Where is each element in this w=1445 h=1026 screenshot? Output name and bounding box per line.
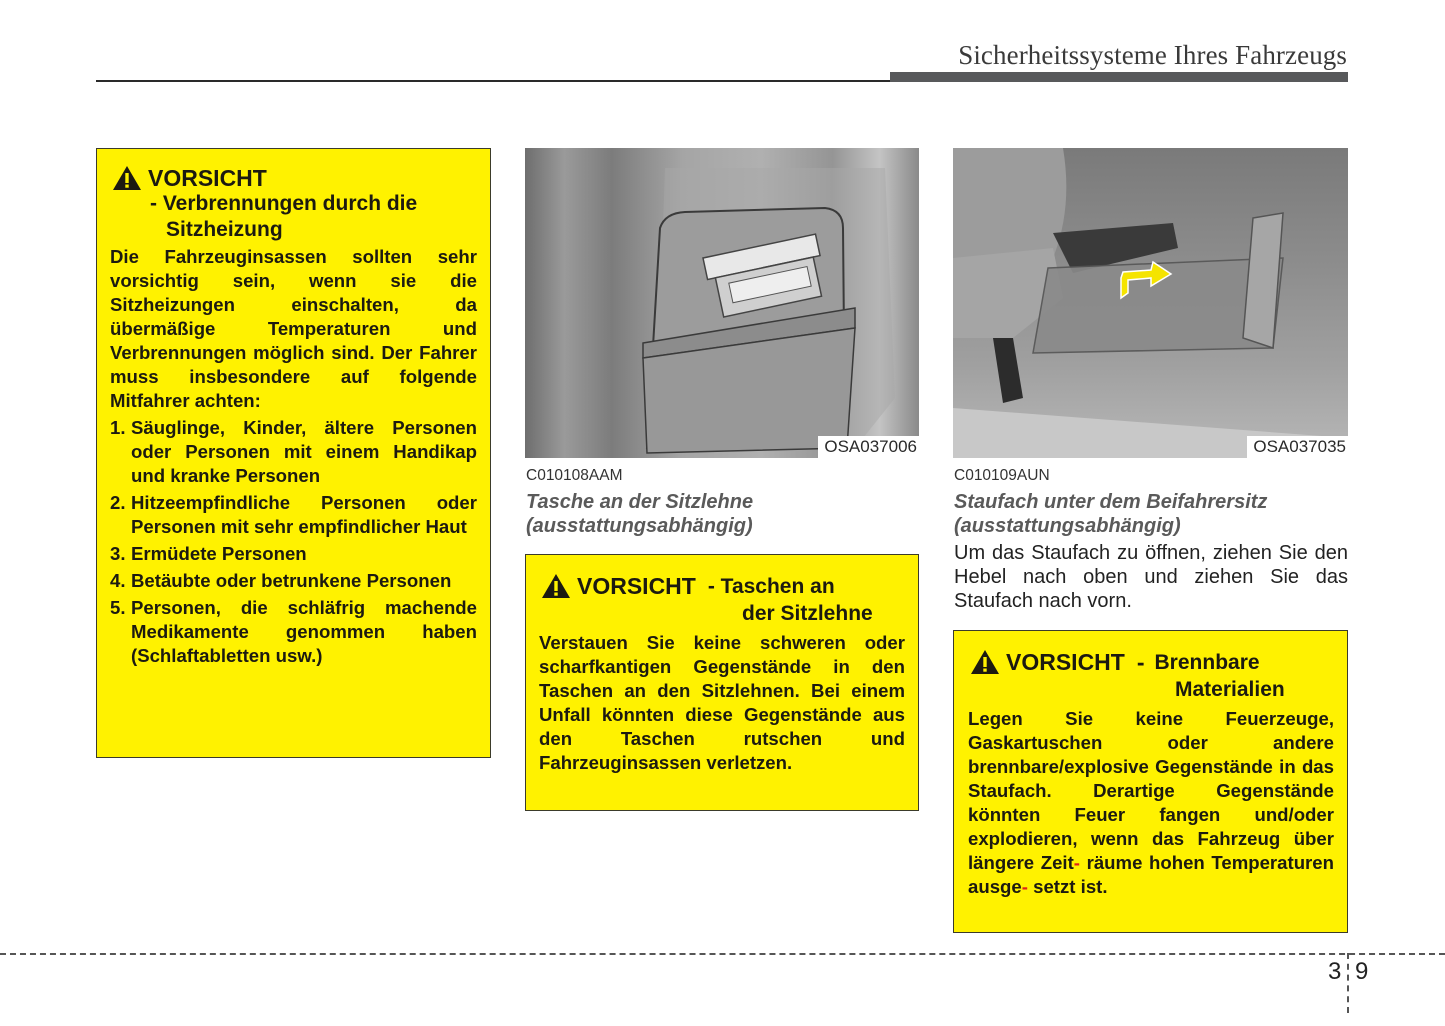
warning-triangle-icon bbox=[541, 573, 571, 599]
caution-subtitle-cont: Materialien bbox=[1175, 678, 1285, 701]
caution-dash: - bbox=[1136, 649, 1145, 675]
caution-label: VORSICHT bbox=[1006, 649, 1125, 675]
header-bar bbox=[890, 72, 1348, 82]
reference-code: C010108AAM bbox=[526, 467, 623, 484]
storage-instructions: Um das Staufach zu öffnen, ziehen Sie den Hebel nach oben und ziehen Sie das Staufach nach vorn. bbox=[954, 542, 1348, 612]
footer-divider bbox=[1347, 953, 1349, 1013]
caution-subtitle-cont: Sitzheizung bbox=[166, 218, 283, 241]
caution-box-seat-pocket bbox=[525, 554, 919, 811]
caution-subtitle: - Verbrennungen durch die bbox=[150, 192, 418, 215]
list-item: 2. Hitzeempfindliche Personen oder Personen mit sehr empfindlicher Haut bbox=[110, 492, 477, 537]
caution-subtitle: - Taschen an bbox=[707, 575, 835, 598]
caution-label: VORSICHT bbox=[577, 573, 696, 599]
caution-subtitle: Brennbare bbox=[1154, 651, 1260, 674]
storage-tray-illustration bbox=[953, 148, 1348, 458]
caution-box-seat-heating bbox=[96, 148, 491, 758]
figure-storage-tray bbox=[953, 148, 1348, 458]
hyphen-mark: - bbox=[1021, 876, 1028, 897]
caution-body: Die Fahrzeuginsassen sollten sehr vorsichtig sein, wenn sie die Sitzheizungen einschalten, da übermäßige Temperaturen und Verbrennungen möglich sind. Der Fahrer muss insbesondere auf folgende Mitfahrer achten: bbox=[110, 246, 477, 411]
caution-label: VORSICHT bbox=[148, 165, 267, 191]
image-code: OSA037035 bbox=[1247, 436, 1348, 458]
image-code: OSA037006 bbox=[818, 436, 919, 458]
caution-body: Legen Sie keine Feuerzeuge, Gaskartuschen oder andere brennbare/explosive Gegenstände in das Staufach. Derartige Gegenstände könnten Feuer fangen und/oder explodieren, wenn das Fahrzeug über längere Zeit- räume hohen Temperaturen ausge- setzt ist. bbox=[968, 708, 1334, 897]
list-item: 5. Personen, die schläfrig machende Medikamente genommen haben (Schlaftabletten usw.) bbox=[110, 597, 477, 666]
warning-triangle-icon bbox=[112, 165, 142, 191]
header-rule bbox=[96, 80, 892, 82]
caution-list bbox=[110, 416, 477, 668]
figure-caption: Tasche an der Sitzlehne (ausstattungsabhängig) bbox=[526, 491, 754, 537]
list-item: 4. Betäubte oder betrunkene Personen bbox=[110, 570, 452, 591]
page-number: 9 bbox=[1355, 958, 1369, 985]
list-item: 3. Ermüdete Personen bbox=[110, 543, 307, 564]
reference-code: C010109AUN bbox=[954, 467, 1050, 484]
caution-body: Verstauen Sie keine schweren oder scharfkantigen Gegenstände in den Taschen an den Sitzlehnen. Bei einem Unfall könnten diese Gegenstände aus den Taschen rutschen und Fahrzeuginsassen verletzen. bbox=[539, 632, 905, 773]
chapter-number: 3 bbox=[1328, 958, 1342, 985]
caution-subtitle-cont: der Sitzlehne bbox=[742, 602, 873, 625]
section-title: Sicherheitssysteme Ihres Fahrzeugs bbox=[958, 40, 1347, 70]
figure-caption: Staufach unter dem Beifahrersitz (ausstattungsabhängig) bbox=[954, 491, 1268, 537]
caution-box-flammable bbox=[953, 630, 1348, 933]
hyphen-mark: - bbox=[1073, 852, 1080, 873]
footer-rule bbox=[0, 953, 1445, 955]
figure-seat-pocket bbox=[525, 148, 919, 458]
seat-pocket-illustration bbox=[525, 148, 919, 458]
list-item: 1. Säuglinge, Kinder, ältere Personen oder Personen mit einem Handikap und kranke Personen bbox=[110, 417, 477, 486]
warning-triangle-icon bbox=[970, 649, 1000, 675]
